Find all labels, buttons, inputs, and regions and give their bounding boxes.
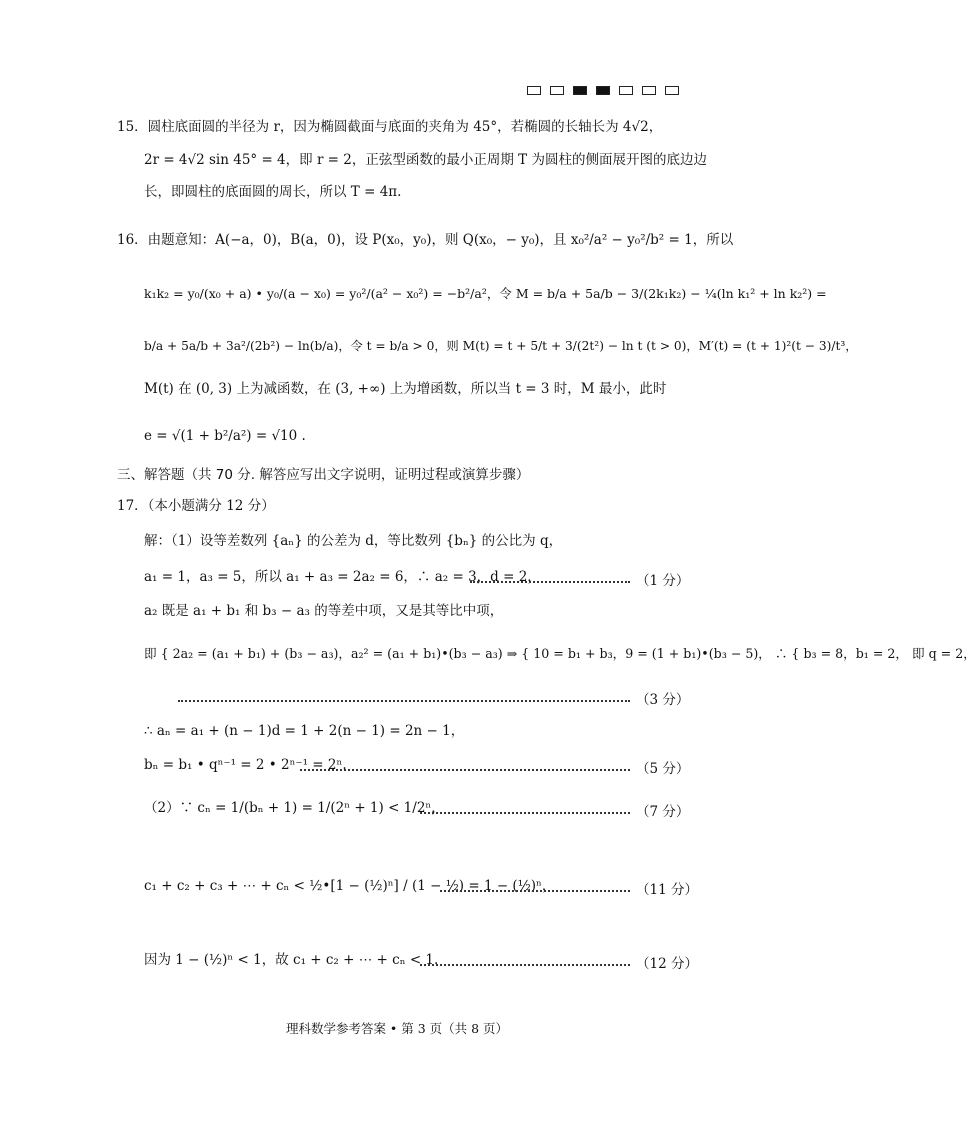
header-mark xyxy=(619,86,633,95)
header-mark xyxy=(665,86,679,95)
q15-line-1: 15．圆柱底面圆的半径为 r，因为椭圆截面与底面的夹角为 45°，若椭圆的长轴长为 4√2， xyxy=(117,119,663,135)
score-12: （12 分） xyxy=(636,956,698,972)
q17-system-line: 即 { 2a₂ = (a₁ + b₁) + (b₃ − a₃)，a₂² = (a₁ + b₁)•(b₃ − a₃) ⇒ { 10 = b₁ + b₃，9 = (1 + b₁)•(b₃ − 5)， ∴ { b₃ = 8，b₁ = 2， 即 q = 2， xyxy=(144,646,976,661)
section-3-title: 三、解答题（共 70 分. 解答应写出文字说明，证明过程或演算步骤） xyxy=(117,467,530,483)
header-mark xyxy=(573,86,587,95)
score-5: （5 分） xyxy=(636,761,690,777)
q17-line-8: c₁ + c₂ + c₃ + ⋯ + cₙ < ½•[1 − (½)ⁿ] / (1 − ½) = 1 − (½)ⁿ， xyxy=(144,878,556,894)
leader-dots xyxy=(440,890,630,892)
leader-dots xyxy=(178,700,630,702)
q17-line-9: 因为 1 − (½)ⁿ < 1，故 c₁ + c₂ + ⋯ + cₙ < 1. xyxy=(144,952,439,968)
q17-line-7: （2）∵ cₙ = 1/(bₙ + 1) = 1/(2ⁿ + 1) < 1/2ⁿ， xyxy=(144,800,445,816)
header-mark xyxy=(527,86,541,95)
header-mark xyxy=(596,86,610,95)
q16-line-1: 16．由题意知：A(−a，0)，B(a，0)，设 P(x₀，y₀)，则 Q(x₀，− y₀)，且 x₀²/a² − y₀²/b² = 1，所以 xyxy=(117,232,734,248)
q16-line-5: e = √(1 + b²/a²) = √10 . xyxy=(144,428,306,444)
q15-line-2: 2r = 4√2 sin 45° = 4，即 r = 2，正弦型函数的最小正周期 T 为圆柱的侧面展开图的底边边 xyxy=(144,152,707,168)
q16-line-2: k₁k₂ = y₀/(x₀ + a) • y₀/(a − x₀) = y₀²/(a² − x₀²) = −b²/a²，令 M = b/a + 5a/b − 3/(2k₁k₂) − ¼(ln k₁² + ln k₂²) = xyxy=(144,286,827,301)
header-mark xyxy=(642,86,656,95)
leader-dots xyxy=(470,581,630,583)
page-footer: 理科数学参考答案 • 第 3 页（共 8 页） xyxy=(285,1021,509,1036)
leader-dots xyxy=(420,964,630,966)
q17-line-1: 解：（1）设等差数列 {aₙ} 的公差为 d，等比数列 {bₙ} 的公比为 q， xyxy=(144,533,563,549)
q16-line-3: b/a + 5a/b + 3a²/(2b²) − ln(b/a)，令 t = b/a > 0，则 M(t) = t + 5/t + 3/(2t²) − ln t (t > 0)，M′(t) = (t + 1)²(t − 3)/t³， xyxy=(144,339,858,353)
score-11: （11 分） xyxy=(636,882,698,898)
score-3: （3 分） xyxy=(636,692,690,708)
score-7: （7 分） xyxy=(636,804,690,820)
q17-line-2: a₁ = 1，a₃ = 5，所以 a₁ + a₃ = 2a₂ = 6，∴ a₂ = 3，d = 2， xyxy=(144,569,541,585)
q17-header: 17．（本小题满分 12 分） xyxy=(117,498,275,514)
leader-dots xyxy=(300,769,630,771)
header-marks xyxy=(527,86,679,95)
q15-line-3: 长，即圆柱的底面圆的周长，所以 T = 4π. xyxy=(144,184,402,200)
score-1: （1 分） xyxy=(636,573,690,589)
q17-line-6: bₙ = b₁ • qⁿ⁻¹ = 2 • 2ⁿ⁻¹ = 2ⁿ. xyxy=(144,757,347,773)
q16-line-4: M(t) 在 (0, 3) 上为减函数，在 (3, +∞) 上为增函数，所以当 t = 3 时，M 最小，此时 xyxy=(144,381,667,397)
q17-line-5: ∴ aₙ = a₁ + (n − 1)d = 1 + 2(n − 1) = 2n − 1， xyxy=(144,723,465,739)
leader-dots xyxy=(420,812,630,814)
header-mark xyxy=(550,86,564,95)
q17-line-3: a₂ 既是 a₁ + b₁ 和 b₃ − a₃ 的等差中项，又是其等比中项， xyxy=(144,603,504,619)
